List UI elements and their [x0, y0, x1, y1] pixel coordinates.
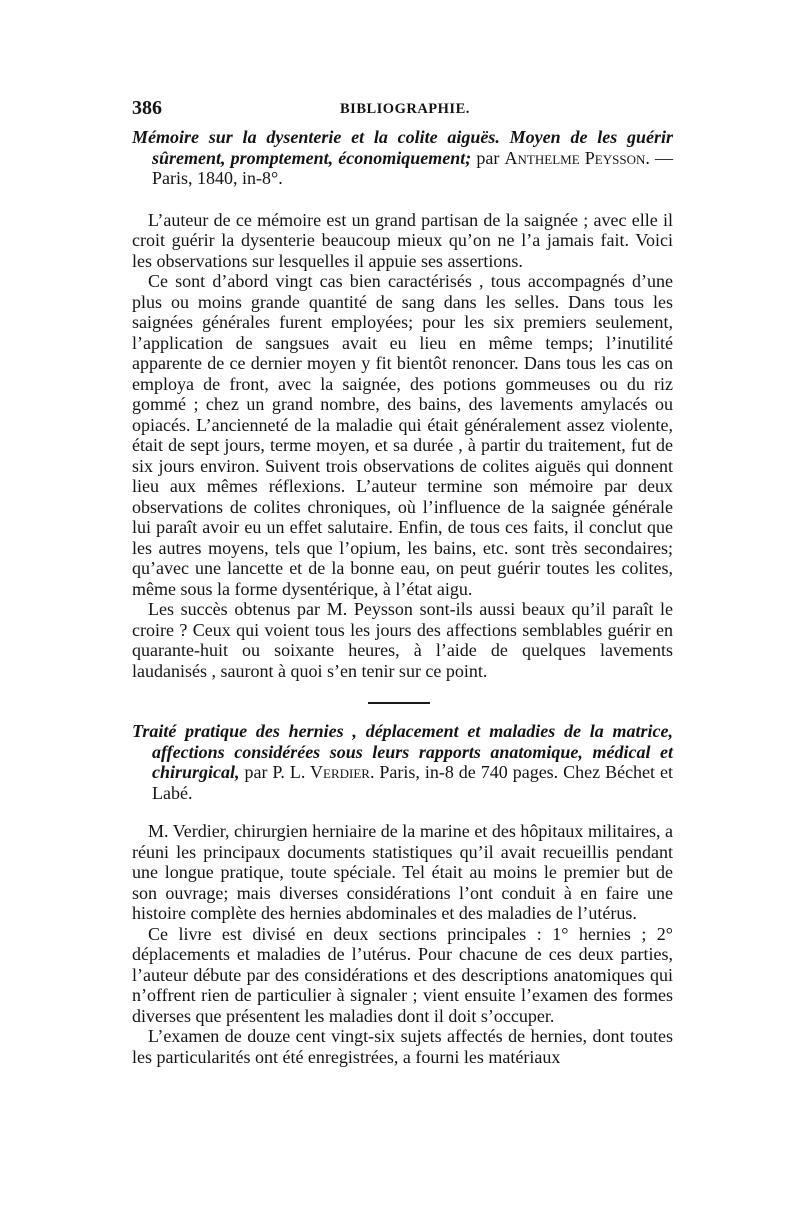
- running-title: BIBLIOGRAPHIE.: [340, 101, 470, 117]
- entry-2-paragraph-2: Ce livre est divisé en deux sections principales : 1° hernies ; 2° déplacements et maladies de l’utérus. Pour chacune de ces deux parties, l’auteur débute par des considérations et des descriptions anatomiques qui n’offrent rien de particulier à signaler ; vient ensuite l’examen des formes diverses que présentent les maladies dont il doit s’occuper.: [132, 923, 673, 1026]
- running-head: [132, 97, 673, 127]
- entry-2-citation: [132, 721, 673, 803]
- section-divider: [132, 681, 673, 721]
- entry-1-imprint: — Paris, 1840, in-8°.: [152, 147, 673, 188]
- entry-2-author: P. L. Verdier.: [272, 762, 375, 782]
- entry-1-by: par: [471, 147, 505, 168]
- entry-2-paragraph-1: M. Verdier, chirurgien herniaire de la marine et des hôpitaux militaires, a réuni les principaux documents statistiques qu’il avait recueillis pendant une longue pratique, toute spéciale. Tel était au moins le premier but de son ouvrage; mais diverses considérations l’ont conduit à en faire une histoire complète des hernies abdominales et des maladies de l’utérus.: [132, 821, 673, 923]
- entry-1-title: Mémoire sur la dysenterie et la colite aiguës. Moyen de les guérir sûrement, promptement, économiquement;: [132, 127, 673, 168]
- entry-1-author: Anthelme Peysson.: [504, 147, 650, 168]
- entry-2-paragraph-3: L’examen de douze cent vingt-six sujets affectés de hernies, dont toutes les particularités ont été enregistrées, a fourni les matériaux: [132, 1026, 673, 1067]
- divider-rule: [368, 702, 430, 704]
- entry-1-paragraph-2: Ce sont d’abord vingt cas bien caractérisés , tous accompagnés d’une plus ou moins grande quantité de sang dans les selles. Dans tous les saignées générales furent employées; pour les six premiers seulement, l’application de sangsues avait eu lieu en même temps; l’inutilité apparente de ce dernier moyen y fit bientôt renoncer. Dans tous les cas on employa de front, avec la saignée, des potions gommeuses ou du riz gommé ; chez un grand nombre, des bains, des lavements amylacés ou opiacés. L’ancienneté de la maladie qui était généralement assez violente, était de sept jours, terme moyen, et sa durée , à partir du traitement, fut de six jours environ. Suivent trois observations de colites aiguës qui donnent lieu aux mêmes réflexions. L’auteur termine son mémoire par deux observations de colites chroniques, où l’influence de la saignée générale lui paraît avoir eu un effet salutaire. Enfin, de tous ces faits, il conclut que les autres moyens, tels que l’opium, les bains, etc. sont très secondaires; qu’avec une lancette et de la bonne eau, on peut guérir toutes les colites, même sous la forme dysentérique, à l’état aigu.: [132, 271, 673, 599]
- entry-2-title: Traité pratique des hernies , déplacement et maladies de la matrice, affections considérées sous leurs rapports anatomique, médical et chirurgical,: [132, 721, 673, 782]
- entry-2-imprint: Paris, in-8 de 740 pages. Chez Béchet et Labé.: [152, 762, 673, 803]
- spacer: [132, 189, 673, 210]
- entry-1-paragraph-1: L’auteur de ce mémoire est un grand partisan de la saignée ; avec elle il croit guérir la dysenterie beaucoup mieux qu’on ne l’a jamais fait. Voici les observations sur lesquelles il appuie ses assertions.: [132, 209, 673, 271]
- page: [132, 97, 673, 1067]
- entry-1-citation: [132, 127, 673, 189]
- page-number: 386: [132, 97, 162, 119]
- entry-2-by: par: [239, 762, 273, 782]
- entry-1-paragraph-3: Les succès obtenus par M. Peysson sont-ils aussi beaux qu’il paraît le croire ? Ceux qui voient tous les jours des affections semblables guérir en quarante-huit ou soixante heures, à l’aide de quelques lavements laudanisés , sauront à quoi s’en tenir sur ce point.: [132, 599, 673, 681]
- spacer: [132, 803, 673, 821]
